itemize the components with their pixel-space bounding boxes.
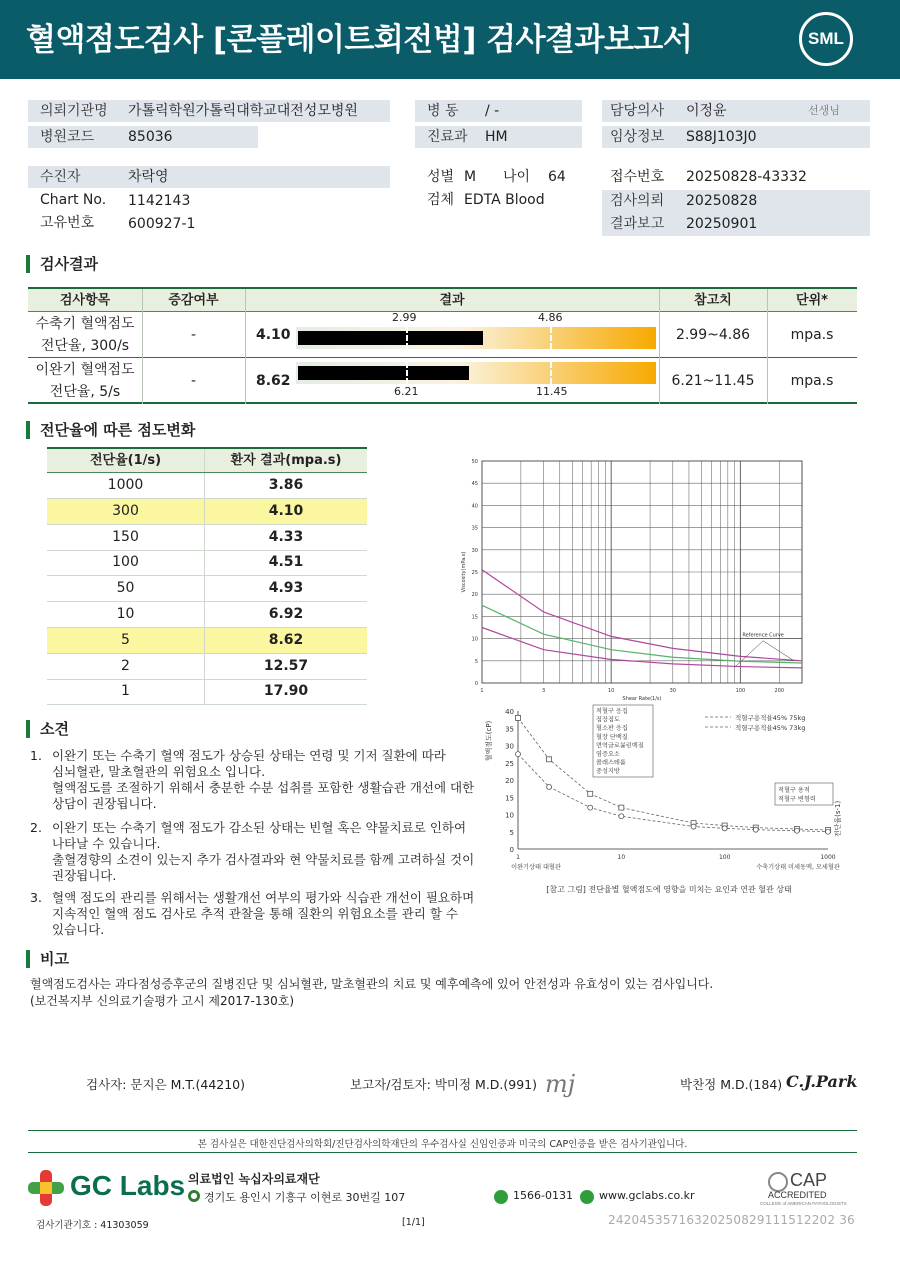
- data-point: [516, 752, 521, 757]
- data-point: [516, 715, 521, 720]
- sex-label: 성별: [427, 169, 455, 185]
- request-value: 20250828: [686, 193, 758, 209]
- y-tick-label: 20: [471, 592, 478, 599]
- viscosity-row: [47, 679, 367, 705]
- cap-seal-icon: [768, 1172, 788, 1192]
- viscosity-row: [47, 602, 367, 628]
- item-line2: 전단율, 300/s: [40, 338, 130, 354]
- data-point: [547, 757, 552, 762]
- viscosity-row: [47, 525, 367, 551]
- divider: [767, 358, 768, 404]
- factor-label: 염증요소: [596, 751, 620, 758]
- results-header-row: [28, 289, 857, 312]
- barcode-number: 24204535716320250829111512202 36: [608, 1213, 855, 1227]
- department-row: [415, 126, 582, 148]
- result-value: 8.62: [256, 373, 291, 389]
- divider: [245, 358, 246, 404]
- shear-rate-cell: 50: [116, 580, 135, 597]
- patient-result-cell: 3.86: [204, 473, 367, 498]
- legend-label: 적혈구용적율45% 73kg: [735, 724, 806, 732]
- factor-label: 면역글로불린백질: [596, 742, 644, 750]
- page-title: 혈액점도검사 [콘플레이트회전법] 검사결과보고서: [26, 22, 693, 58]
- data-point: [722, 826, 727, 831]
- reporter-handwriting: mj: [545, 1070, 576, 1098]
- y-tick-label: 30: [471, 547, 478, 554]
- legend-label: 적혈구용적율45% 75kg: [735, 714, 806, 722]
- department-value: HM: [485, 129, 508, 145]
- divider: [142, 358, 143, 404]
- result-bar: [298, 331, 483, 345]
- result-row-diastolic: [28, 358, 857, 404]
- patient-result-cell: 4.10: [204, 499, 367, 524]
- x-tick-label: 100: [718, 854, 731, 861]
- patient-row: [28, 166, 390, 188]
- phone-number: 1566-0131: [513, 1189, 573, 1202]
- item-line2: 전단율, 5/s: [49, 384, 121, 400]
- location-icon: ●: [188, 1190, 200, 1202]
- hospital-code-label: 병원코드: [40, 129, 95, 145]
- website: www.gclabs.co.kr: [599, 1189, 695, 1202]
- request-report-box: [602, 190, 870, 236]
- shear-rate-cell: 150: [112, 528, 139, 545]
- factor-label: 적혈구 변형력: [778, 796, 816, 803]
- data-point: [588, 805, 593, 810]
- ref-low-label: 6.21: [394, 385, 419, 398]
- ref-low-marker: [406, 327, 408, 349]
- clinical-label: 임상정보: [610, 129, 665, 145]
- x-tick-label: 10: [607, 688, 615, 694]
- patient-result-cell: 4.93: [204, 576, 367, 601]
- viscosity-row: [47, 473, 367, 499]
- cap-accredited: ACCREDITED: [768, 1190, 827, 1200]
- data-point: [588, 791, 593, 796]
- header-change: 증감여부: [168, 293, 219, 308]
- tester-signature: 검사자: 문지은 M.T.(44210): [86, 1077, 246, 1092]
- specimen-label: 검체: [427, 192, 455, 208]
- y-axis-label: Viscosity(mPa.s): [461, 551, 467, 593]
- opinion-text: 이완기 또는 수축기 혈액 점도가 상승된 상태는 연령 및 기저 질환에 따라 심뇌혈관, 말초혈관의 위험요소 입니다. 혈액점도를 조절하기 위해서 충분한 수분 섭취를 포함한 생활습관 개선에 대한 상담이 권장됩니다.: [52, 748, 475, 811]
- divider: [659, 312, 660, 358]
- factor-label: 콜레스테롤: [596, 759, 626, 767]
- patient-result-cell: 4.51: [204, 550, 367, 575]
- x-tick-label: 100: [735, 688, 746, 694]
- doctor-row: [602, 100, 870, 122]
- factor-label: 점장점도: [596, 716, 620, 724]
- clinical-row: [602, 126, 870, 148]
- item-line1: 수축기 혈액점도: [35, 316, 135, 332]
- institution-row: [28, 100, 390, 122]
- ref-low-marker: [406, 362, 408, 384]
- x-tick-label: 1: [480, 688, 484, 694]
- factor-reference-chart: [483, 703, 855, 898]
- ref-high-label: 11.45: [536, 385, 568, 398]
- foundation-name: 의료법인 녹십자의료재단: [188, 1172, 320, 1186]
- viscosity-row: [47, 654, 367, 680]
- ref-high-marker: [550, 327, 552, 349]
- cap-small-text: COLLEGE of AMERICAN PATHOLOGISTS: [760, 1201, 847, 1206]
- y-tick-label: 5: [509, 828, 514, 837]
- header-unit: 단위*: [796, 293, 828, 308]
- ward-row: [415, 100, 582, 122]
- sex-value: M: [464, 169, 477, 185]
- shear-rate-cell: 1000: [107, 477, 144, 493]
- rate-header: 전단율(1/s): [89, 453, 162, 468]
- y-tick-label: 35: [471, 525, 478, 532]
- header-item: 검사항목: [59, 293, 111, 308]
- patient-result-cell: 8.62: [204, 628, 367, 653]
- opinion-number: 3.: [30, 890, 42, 905]
- patient-result-cell: 6.92: [204, 602, 367, 627]
- divider: [767, 312, 768, 358]
- certification-text: 본 검사실은 대한진단검사의학회/진단검사의학재단의 우수검사실 신임인증과 미국의 CAP인증을 받은 검사기관입니다.: [197, 1139, 688, 1150]
- data-point: [753, 827, 758, 832]
- age-label: 나이: [503, 169, 531, 185]
- shear-rate-viscosity-chart: [455, 455, 810, 705]
- page-number: [1/1]: [402, 1217, 425, 1228]
- doctor-value: 이정윤: [686, 103, 727, 119]
- phone-icon: [494, 1190, 508, 1204]
- y2-axis-label: 전단율(s-1): [834, 800, 842, 838]
- hospital-code-value: 85036: [128, 129, 173, 145]
- org-code: 검사기관기호 : 41303059: [36, 1220, 149, 1231]
- data-point: [619, 805, 624, 810]
- shear-rate-cell: 5: [121, 631, 130, 648]
- footer-rule-top: [28, 1130, 857, 1131]
- x-tick-label: 3: [542, 688, 546, 694]
- shear-rate-cell: 300: [112, 502, 139, 519]
- gc-cross-icon: [28, 1170, 64, 1206]
- chart-no-value: 1142143: [128, 193, 191, 209]
- y-tick-label: 5: [474, 658, 478, 665]
- factor-label: 적혈구 응집: [596, 708, 628, 715]
- patient-result-cell: 12.57: [204, 654, 367, 679]
- shear-rate-cell: 100: [112, 554, 139, 571]
- y-tick-label: 25: [505, 759, 514, 768]
- divider: [245, 312, 246, 358]
- x-tick-label: 1: [516, 854, 520, 861]
- chart-no-label: Chart No.: [40, 192, 107, 208]
- data-point: [691, 824, 696, 829]
- remarks-line1: 혈액점도검사는 과다점성증후군의 질병진단 및 심뇌혈관, 말초혈관의 치료 및 예후예측에 있어 안전성과 유효성이 있는 검사입니다.: [30, 977, 714, 991]
- reporter-signature: 보고자/검토자: 박미정 M.D.(991): [350, 1077, 538, 1092]
- y-tick-label: 20: [505, 777, 514, 785]
- data-point: [619, 814, 624, 819]
- opinion-text: 혈액 점도의 관리를 위해서는 생활개선 여부의 평가와 식습관 개선이 필요하며 지속적인 혈액 점도 검사로 추적 관찰을 통해 질환의 위험요소를 관리 할 수 있습니다.: [52, 890, 475, 937]
- opinion-section-title: 소견: [26, 720, 69, 738]
- factor-label: 중성지방: [596, 768, 620, 776]
- x-tick-label: 200: [774, 688, 785, 694]
- results-section-title: 검사결과: [26, 255, 98, 273]
- doctor-suffix: 선생님: [808, 104, 840, 117]
- viscosity-row: [47, 550, 367, 576]
- ref-high-marker: [550, 362, 552, 384]
- doctor-label: 담당의사: [610, 103, 665, 119]
- shear-rate-cell: 1: [121, 683, 130, 700]
- y-tick-label: 15: [505, 794, 514, 803]
- data-point: [547, 784, 552, 789]
- y-tick-label: 10: [471, 636, 478, 643]
- institution-label: 의뢰기관명: [40, 103, 108, 119]
- header-result: 결과: [439, 293, 465, 308]
- unique-no-value: 600927-1: [128, 216, 196, 232]
- result-bar: [298, 366, 469, 380]
- patient-label: 수진자: [40, 169, 81, 185]
- viscosity-row: [47, 576, 367, 602]
- receipt-label: 접수번호: [610, 169, 665, 185]
- shear-rate-cell: 10: [116, 606, 135, 622]
- reference-range: 2.99~4.86: [675, 327, 751, 343]
- x-left-label: 이완기상태 대혈관: [511, 864, 561, 871]
- y-tick-label: 30: [505, 742, 514, 751]
- hospital-code-row: [28, 126, 258, 148]
- ward-label: 병 동: [427, 103, 459, 119]
- reference-range: 6.21~11.45: [671, 373, 755, 389]
- y-tick-label: 25: [471, 570, 478, 576]
- globe-icon: [580, 1190, 594, 1204]
- viscosity-row: [47, 628, 367, 654]
- y-tick-label: 0: [474, 681, 478, 687]
- x-right-label: 수축기상태 미세동맥, 모세혈관: [756, 864, 840, 871]
- x-tick-label: 30: [669, 688, 677, 694]
- opinion-number: 1.: [30, 748, 42, 763]
- department-label: 진료과: [427, 129, 468, 145]
- divider: [142, 289, 143, 312]
- unit-value: mpa.s: [790, 373, 834, 389]
- result-row-systolic: [28, 312, 857, 358]
- x-tick-label: 10: [617, 854, 626, 861]
- remarks-line2: (보건복지부 신의료기술평가 고시 제2017-130호): [30, 994, 295, 1008]
- patient-result-cell: 17.90: [204, 679, 367, 704]
- ref-high-label: 4.86: [538, 311, 563, 324]
- director-handwriting: C.J.Park: [786, 1072, 858, 1091]
- viscosity-row: [47, 499, 367, 525]
- value-header: 환자 결과(mpa.s): [204, 449, 367, 472]
- data-point: [794, 828, 799, 833]
- change-value: -: [190, 373, 197, 389]
- y-tick-label: 35: [505, 725, 514, 734]
- age-value: 64: [548, 169, 566, 185]
- result-value: 4.10: [256, 327, 291, 343]
- y-tick-label: 40: [505, 708, 514, 716]
- y-tick-label: 10: [505, 811, 514, 820]
- unit-value: mpa.s: [790, 327, 834, 343]
- viscosity-section-title: 전단율에 따른 점도변화: [26, 421, 195, 439]
- patient-result-cell: 4.33: [204, 525, 367, 550]
- report-value: 20250901: [686, 216, 758, 232]
- receipt-value: 20250828-43332: [686, 169, 807, 185]
- y-tick-label: 15: [471, 614, 478, 621]
- unique-no-label: 고유번호: [40, 215, 95, 231]
- item-line1: 이완기 혈액점도: [35, 362, 135, 378]
- opinion-number: 2.: [30, 820, 42, 835]
- change-value: -: [190, 327, 197, 343]
- clinical-value: S88J103J0: [686, 129, 757, 145]
- ref-low-label: 2.99: [392, 311, 417, 324]
- divider: [659, 358, 660, 404]
- shear-rate-cell: 2: [121, 657, 130, 674]
- divider: [659, 289, 660, 312]
- ward-value: / -: [485, 103, 500, 119]
- series-line: [518, 718, 828, 830]
- request-label: 검사의뢰: [610, 193, 665, 209]
- specimen-value: EDTA Blood: [464, 192, 545, 208]
- y-tick-label: 50: [471, 459, 478, 465]
- footer-rule-bottom: [28, 1152, 857, 1153]
- divider: [767, 289, 768, 312]
- x-tick-label: 1000: [820, 854, 836, 861]
- report-label: 결과보고: [610, 216, 665, 232]
- institution-value: 가톨릭학원가톨릭대학교대전성모병원: [128, 103, 358, 119]
- y-tick-label: 40: [471, 503, 478, 510]
- cap-logo: CAP: [790, 1170, 828, 1190]
- patient-value: 차락영: [128, 169, 169, 185]
- divider: [245, 289, 246, 312]
- y-tick-label: 45: [471, 481, 478, 488]
- gc-labs-logo: GC Labs: [70, 1170, 186, 1201]
- foundation-address: 경기도 용인시 기흥구 이현로 30번길 107: [204, 1191, 406, 1204]
- y-axis-label: 혈액점도(cP): [485, 720, 493, 762]
- y-tick-label: 0: [509, 846, 514, 854]
- factor-label: 혈장 단백질: [596, 733, 628, 741]
- factor-label: 혈소판 응집: [596, 725, 628, 733]
- x-axis-label: Shear Rate(1/s): [622, 696, 662, 702]
- director-signature: 박찬정 M.D.(184): [680, 1077, 783, 1092]
- header-reference: 참고치: [694, 293, 732, 308]
- chart-annotation: Reference Curve: [742, 632, 784, 639]
- divider: [142, 312, 143, 358]
- remarks-section-title: 비고: [26, 950, 69, 968]
- chart-caption: [참고 그림] 전단율별 혈액점도에 영향을 미치는 요인과 연관 혈관 상태: [546, 885, 792, 894]
- data-point: [826, 829, 831, 834]
- factor-label: 적혈구 용적: [778, 787, 810, 794]
- sml-logo: SML: [799, 12, 853, 66]
- viscosity-table-header: [47, 447, 367, 473]
- opinion-text: 이완기 또는 수축기 혈액 점도가 감소된 상태는 빈혈 혹은 약물치료로 인하여 나타날 수 있습니다. 출혈경향의 소견이 있는지 추가 검사결과와 현 약물치료를 함께 고려하실 것이 권장됩니다.: [52, 820, 475, 883]
